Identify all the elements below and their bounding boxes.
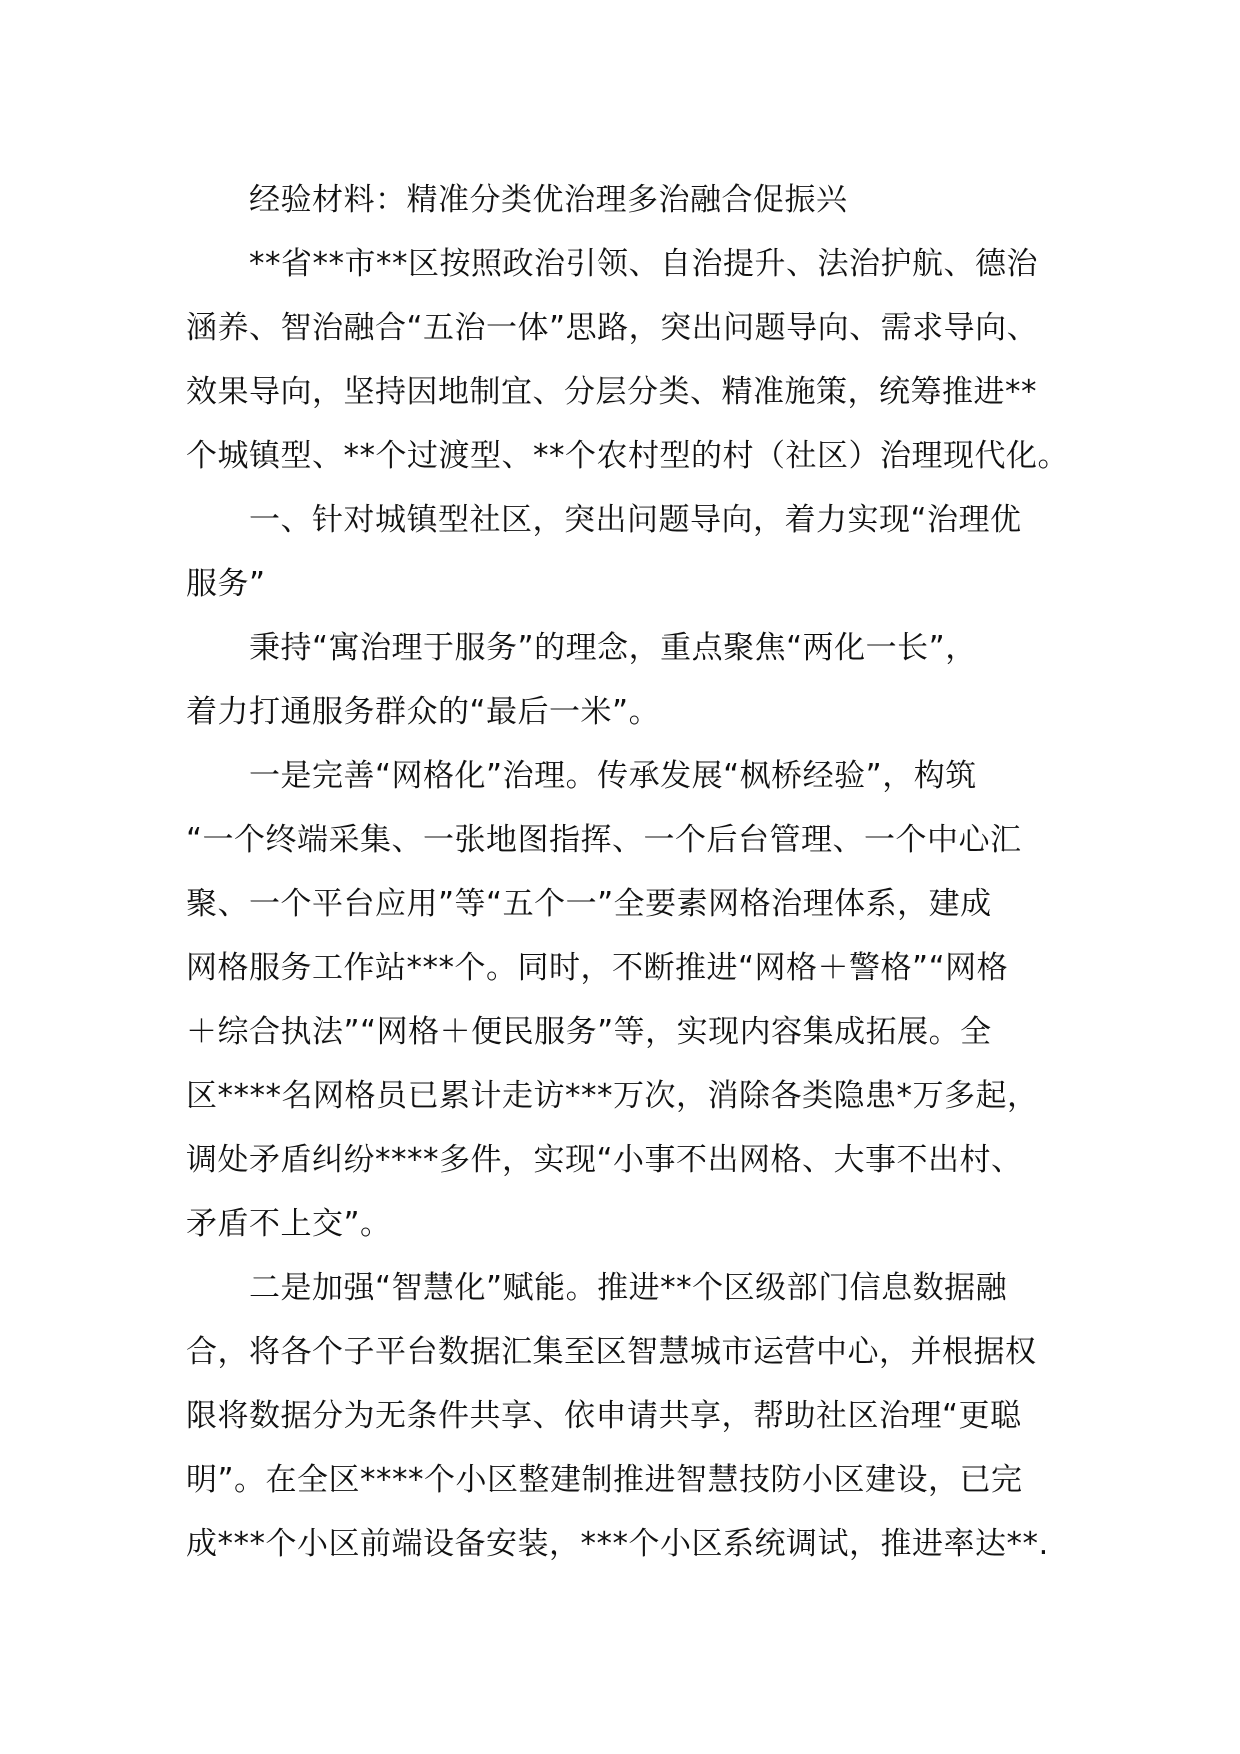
paragraph-line: 着力打通服务群众的“最后一米”。: [186, 694, 661, 730]
paragraph-line: 成***个小区前端设备安装，***个小区系统调试，推进率达**.: [186, 1526, 1049, 1562]
paragraph-line: **省**市**区按照政治引领、自治提升、法治护航、德治: [249, 246, 1038, 282]
paragraph-line: 明”。在全区****个小区整建制推进智慧技防小区建设，已完: [186, 1462, 1023, 1498]
paragraph-line: 涵养、智治融合“五治一体”思路，突出问题导向、需求导向、: [186, 310, 1039, 346]
paragraph-line: 合，将各个子平台数据汇集至区智慧城市运营中心，并根据权: [186, 1334, 1037, 1370]
paragraph-line: 一是完善“网格化”治理。传承发展“枫桥经验”，构筑: [249, 758, 977, 794]
paragraph-line: 个城镇型、**个过渡型、**个农村型的村（社区）治理现代化。: [186, 438, 1069, 474]
section-heading-line: 服务”: [186, 566, 266, 602]
document-title: 经验材料：精准分类优治理多治融合促振兴: [249, 182, 848, 218]
paragraph-line: 二是加强“智慧化”赋能。推进**个区级部门信息数据融: [249, 1270, 1008, 1306]
paragraph-line: 调处矛盾纠纷****多件，实现“小事不出网格、大事不出村、: [186, 1142, 1023, 1178]
section-heading-line: 一、针对城镇型社区，突出问题导向，着力实现“治理优: [249, 502, 1022, 538]
document-body: [186, 168, 1069, 1576]
paragraph-line: 效果导向，坚持因地制宜、分层分类、精准施策，统筹推进**: [186, 374, 1037, 410]
paragraph-line: 秉持“寓治理于服务”的理念，重点聚焦“两化一长”，: [249, 630, 977, 666]
paragraph-line: “一个终端采集、一张地图指挥、一个后台管理、一个中心汇: [186, 822, 1022, 858]
paragraph-line: ＋综合执法”“网格＋便民服务”等，实现内容集成拓展。全: [186, 1014, 992, 1050]
paragraph-line: 限将数据分为无条件共享、依申请共享，帮助社区治理“更聪: [186, 1398, 1022, 1434]
paragraph-line: 网格服务工作站***个。同时，不断推进“网格＋警格”“网格: [186, 950, 1009, 986]
paragraph-line: 聚、一个平台应用”等“五个一”全要素网格治理体系，建成: [186, 886, 992, 922]
paragraph-line: 区****名网格员已累计走访***万次，消除各类隐患*万多起，: [186, 1078, 1039, 1114]
paragraph-line: 矛盾不上交”。: [186, 1206, 392, 1242]
